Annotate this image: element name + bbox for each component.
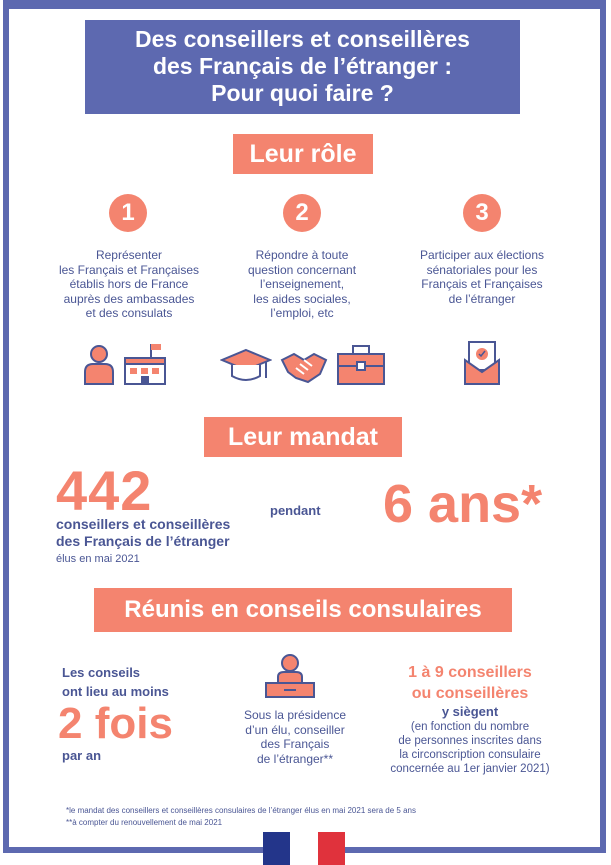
role-3-line: Français et Françaises (421, 277, 543, 291)
role-2-line: l’enseignement, (259, 277, 345, 291)
role-text-2 (222, 248, 382, 321)
conseils-line-1: Les conseils (62, 665, 141, 680)
role-text-1 (49, 248, 209, 321)
members-detail-line: (en fonction du nombre (410, 721, 530, 733)
presidence-line: des Français (260, 737, 330, 751)
presidence-text (225, 708, 365, 766)
footnote-2: **à compter du renouvellement de mai 2021 (66, 818, 223, 827)
role-2-line: Répondre à toute (255, 248, 349, 262)
presidence-line: de l’étranger** (256, 751, 334, 766)
mandat-duration: 6 ans* (383, 474, 543, 534)
reunis-banner: Réunis en conseils consulaires (94, 588, 512, 632)
role-2-line: question concernant (247, 262, 357, 277)
role-number-1: 1 (109, 194, 147, 232)
members-detail (378, 720, 562, 776)
members-detail-line: de personnes inscrites dans (398, 735, 542, 747)
members-detail-line: concernée au 1er janvier 2021) (390, 763, 550, 775)
role-banner: Leur rôle (233, 134, 373, 174)
title-line-2: des Français de l’étranger : (152, 53, 453, 79)
role-1-line: et des consulats (85, 306, 173, 320)
conseils-per-year: par an (62, 748, 102, 763)
role-3-line: sénatoriales pour les (426, 262, 538, 277)
republique-francaise-logo (263, 832, 345, 865)
presiding-person-icon (262, 653, 318, 699)
members-detail-line: la circonscription consulaire (399, 749, 541, 761)
handshake-icon (280, 348, 328, 386)
title-line-3: Pour quoi faire ? (211, 80, 394, 106)
role-1-line: auprès des ambassades (63, 291, 195, 306)
mandat-subtext: élus en mai 2021 (56, 553, 140, 565)
mandat-banner: Leur mandat (204, 417, 402, 457)
logo-red-band (318, 832, 345, 865)
role-3-line: de l’étranger (448, 291, 516, 306)
members-line-1: 1 à 9 conseillers (408, 664, 532, 681)
conseils-line-2: ont lieu au moins (62, 684, 169, 699)
role-text-3 (402, 248, 562, 306)
members-line-2: ou conseillères (411, 685, 529, 702)
logo-white-band (290, 832, 317, 865)
conseils-frequency-text (62, 663, 169, 701)
pendant-label: pendant (270, 503, 321, 518)
mandat-desc-line-1: conseillers et conseillères (56, 516, 231, 532)
footnote-1: *le mandat des conseillers et conseillères consulaires de l’étranger élus en mai 2021 sera de 5 ans (66, 806, 416, 815)
role-1-line: Représenter (95, 248, 163, 262)
person-icon (82, 344, 116, 386)
presidence-line: d’un élu, conseiller (245, 722, 345, 737)
role-2-line: les aides sociales, (253, 291, 351, 306)
members-siegent: y siègent (441, 704, 499, 719)
role-1-line: établis hors de France (69, 277, 189, 291)
conseils-frequency: 2 fois (58, 699, 173, 748)
building-icon (121, 342, 169, 386)
logo-blue-band (263, 832, 290, 865)
role-2-line: l’emploi, etc (270, 306, 334, 320)
title-line-1: Des conseillers et conseillères (135, 26, 470, 52)
role-number-2: 2 (283, 194, 321, 232)
role-1-line: les Français et Françaises (58, 262, 200, 277)
role-3-line: Participer aux élections (419, 248, 545, 262)
ballot-envelope-icon (463, 340, 501, 386)
graduation-cap-icon (220, 348, 272, 386)
mandat-count-description (56, 516, 230, 550)
presidence-line: Sous la présidence (243, 708, 347, 722)
role-number-3: 3 (463, 194, 501, 232)
members-count (390, 662, 550, 704)
mandat-count: 442 (56, 459, 153, 522)
page-title (85, 20, 520, 114)
mandat-desc-line-2: des Français de l’étranger (56, 533, 230, 549)
briefcase-icon (336, 344, 386, 386)
